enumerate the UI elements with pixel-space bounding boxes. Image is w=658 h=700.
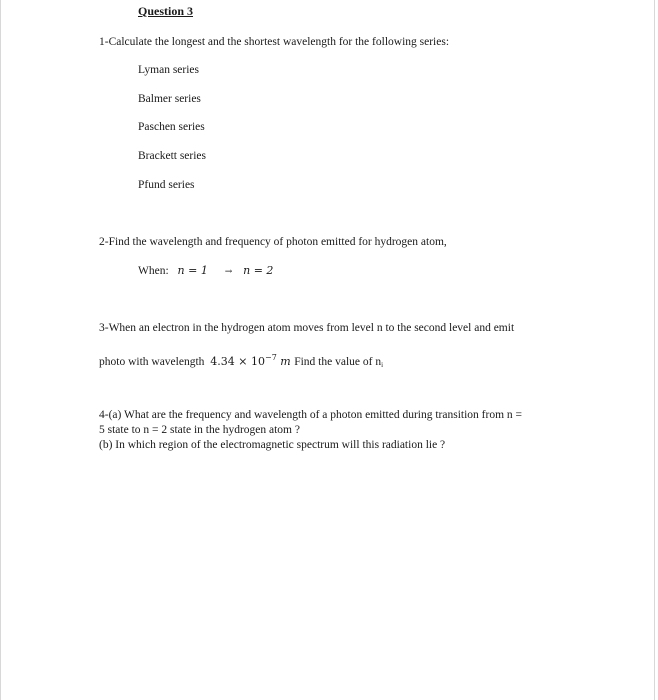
question-2-transition	[138, 264, 273, 279]
wavelength-mantissa: 4.34 × 10	[210, 355, 265, 368]
series-item-lyman: Lyman series	[138, 64, 199, 76]
question-3-line-1: 3-When an electron in the hydrogen atom moves from level n to the second level and emit	[99, 322, 515, 334]
final-level: n = 2	[243, 264, 274, 277]
initial-level-subscript: i	[381, 361, 384, 369]
series-item-balmer: Balmer series	[138, 93, 201, 105]
initial-level: n = 1	[177, 264, 208, 277]
question-4-line-3: (b) In which region of the electromagnetic spectrum will this radiation lie ?	[99, 439, 446, 451]
page-right-edge	[654, 0, 655, 700]
wavelength-exponent: −7	[264, 353, 277, 362]
question-1-prompt: 1-Calculate the longest and the shortest wavelength for the following series:	[99, 36, 450, 48]
page-left-edge	[0, 0, 1, 700]
question-4-line-2: 5 state to n = 2 state in the hydrogen atom ?	[99, 424, 300, 436]
question-3-line-2-post: Find the value of n	[294, 356, 382, 368]
wavelength-value	[210, 355, 294, 368]
series-item-paschen: Paschen series	[138, 121, 205, 133]
wavelength-unit: m	[280, 355, 291, 368]
arrow-right-icon: →	[224, 267, 233, 277]
question-3-line-2-pre: photo with wavelength	[99, 356, 205, 368]
when-label: When:	[138, 265, 169, 277]
question-3-line-2	[99, 351, 383, 372]
question-4-line-1: 4-(a) What are the frequency and wavelength of a photon emitted during transition from n =	[99, 409, 523, 421]
series-item-pfund: Pfund series	[138, 179, 195, 191]
question-2-prompt: 2-Find the wavelength and frequency of photon emitted for hydrogen atom,	[99, 236, 447, 248]
question-title: Question 3	[138, 4, 194, 18]
series-item-brackett: Brackett series	[138, 150, 207, 162]
